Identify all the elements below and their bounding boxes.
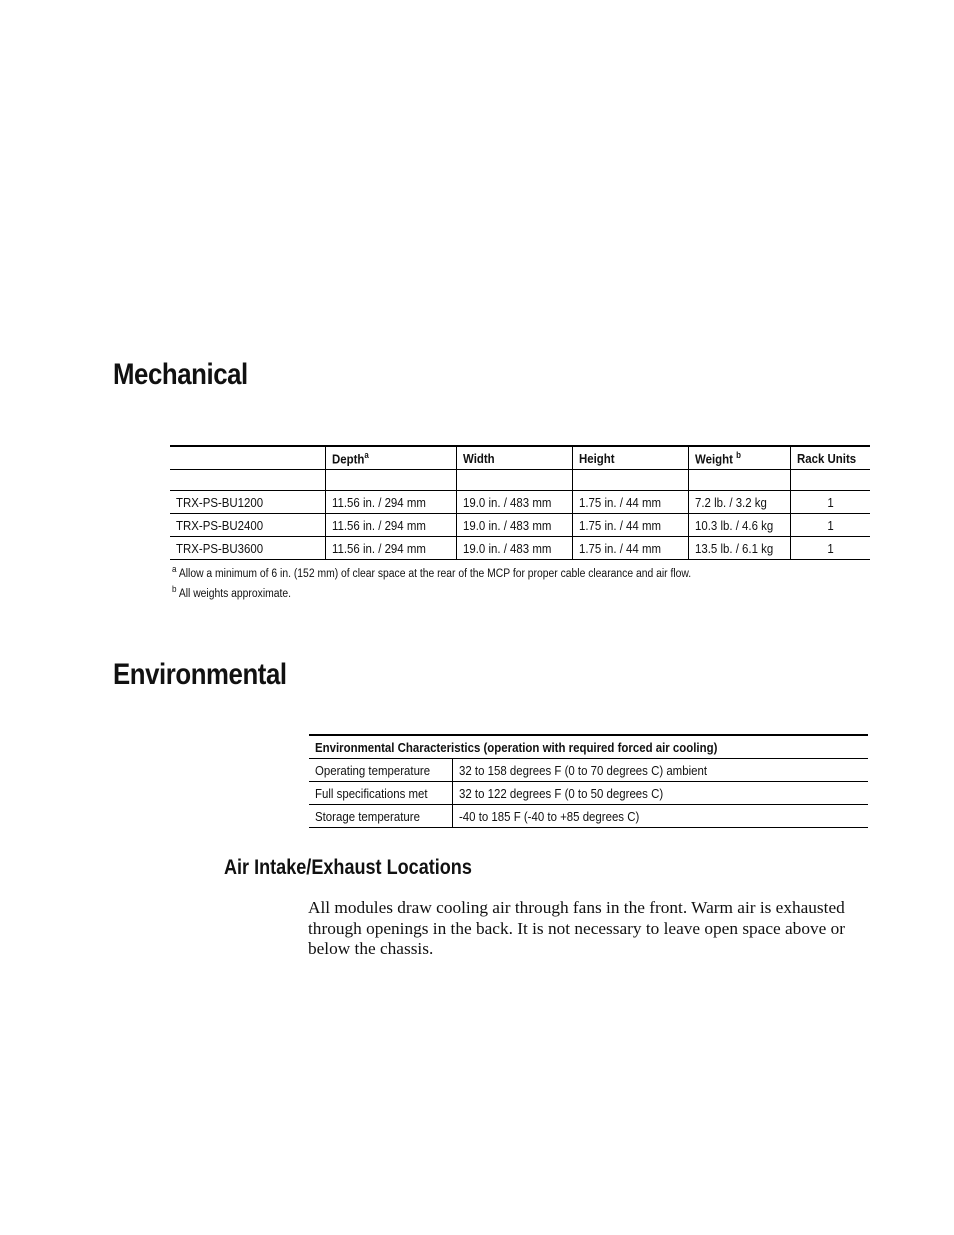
mechanical-heading: Mechanical	[113, 358, 248, 391]
air-intake-heading: Air Intake/Exhaust Locations	[224, 856, 472, 879]
blank-row	[170, 470, 870, 491]
mechanical-table	[170, 445, 870, 560]
weight-header: Weight $^b$	[688, 446, 790, 470]
table-row: Full specifications met 32 to 122 degrees F (0 to 50 degrees C)	[309, 782, 868, 805]
depth-header: Depth$^a$	[325, 446, 456, 470]
mechanical-header-row	[170, 446, 870, 470]
table-row: Operating temperature 32 to 158 degrees F (0 to 70 degrees C) ambient	[309, 759, 868, 782]
table-row: TRX-PS-BU3600 11.56 in. / 294 mm 19.0 in. / 483 mm 1.75 in. / 44 mm 13.5 lb. / 6.1 kg 1	[170, 537, 870, 560]
environmental-heading: Environmental	[113, 658, 287, 691]
environmental-table	[309, 734, 868, 828]
table-row: TRX-PS-BU1200 11.56 in. / 294 mm 19.0 in. / 483 mm 1.75 in. / 44 mm 7.2 lb. / 3.2 kg 1	[170, 491, 870, 514]
environmental-header-row	[309, 735, 868, 759]
table-row: Storage temperature -40 to 185 F (-40 to +85 degrees C)	[309, 805, 868, 828]
height-header: Height	[572, 446, 688, 470]
footnote-mark-a: a	[364, 449, 369, 460]
model-header	[170, 446, 325, 470]
environmental-table-header: Environmental Characteristics (operation with required forced air cooling)	[309, 735, 868, 759]
rack-units-header: Rack Units	[790, 446, 870, 470]
footnote-a: $^a$ Allow a minimum of 6 in. (152 mm) of clear space at the rear of the MCP for proper cable clearance and air flow.	[172, 564, 692, 580]
footnote-mark-b: b	[735, 449, 741, 460]
footnote-b: $^b$ All weights approximate.	[172, 584, 292, 600]
width-header: Width	[456, 446, 572, 470]
table-row: TRX-PS-BU2400 11.56 in. / 294 mm 19.0 in. / 483 mm 1.75 in. / 44 mm 10.3 lb. / 4.6 kg 1	[170, 514, 870, 537]
air-intake-paragraph: All modules draw cooling air through fans in the front. Warm air is exhausted through openings in the back. It is not necessary to leave open space above or below the chassis.	[308, 898, 845, 958]
